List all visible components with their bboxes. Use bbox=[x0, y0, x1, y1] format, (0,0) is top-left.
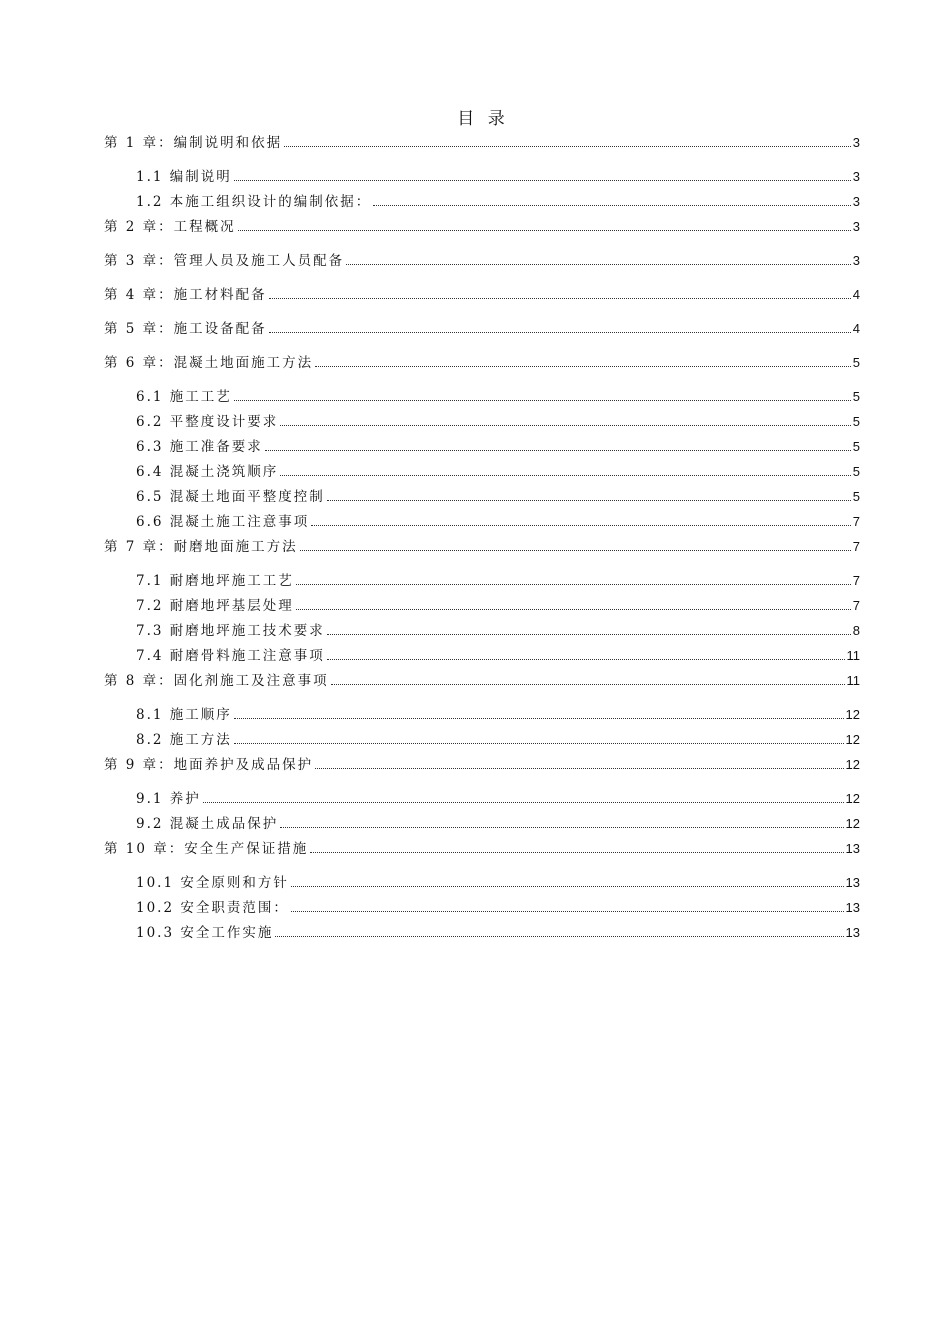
toc-entry[interactable] bbox=[104, 320, 860, 338]
toc-subentry[interactable] bbox=[104, 899, 860, 917]
toc-subentry[interactable] bbox=[104, 388, 860, 406]
toc-entry-page-number: 4 bbox=[852, 287, 860, 302]
toc-subentry[interactable] bbox=[104, 513, 860, 531]
toc-entry-page-number: 13 bbox=[845, 875, 860, 890]
toc-entry-page-number: 7 bbox=[852, 598, 860, 613]
dot-leader bbox=[265, 449, 851, 451]
toc-entry[interactable] bbox=[104, 538, 860, 556]
toc-subentry[interactable] bbox=[104, 790, 860, 808]
toc-entry-page-number: 12 bbox=[845, 816, 860, 831]
toc-entry-label: 第 10 章：安全生产保证措施 bbox=[104, 841, 309, 857]
toc-entry-label: 1.1 编制说明 bbox=[136, 169, 232, 185]
toc-entry-page-number: 7 bbox=[852, 539, 860, 554]
toc-subentry[interactable] bbox=[104, 815, 860, 833]
dot-leader bbox=[310, 851, 843, 853]
toc-entry[interactable] bbox=[104, 672, 860, 690]
dot-leader bbox=[327, 633, 851, 635]
toc-subentry[interactable] bbox=[104, 168, 860, 186]
dot-leader bbox=[296, 608, 851, 610]
toc-subentry[interactable] bbox=[104, 731, 860, 749]
dot-leader bbox=[291, 910, 844, 912]
toc-subentry[interactable] bbox=[104, 924, 860, 942]
toc-entry-label: 第 7 章：耐磨地面施工方法 bbox=[104, 539, 298, 555]
toc-subentry[interactable] bbox=[104, 438, 860, 456]
toc-entry-label: 第 9 章：地面养护及成品保护 bbox=[104, 757, 314, 773]
toc-entry-page-number: 5 bbox=[852, 464, 860, 479]
toc-entry-label: 第 1 章：编制说明和依据 bbox=[104, 135, 283, 151]
toc-entry-page-number: 13 bbox=[845, 900, 860, 915]
dot-leader bbox=[203, 801, 844, 803]
toc-entry-label: 8.1 施工顺序 bbox=[136, 707, 232, 723]
toc-subentry[interactable] bbox=[104, 193, 860, 211]
dot-leader bbox=[234, 717, 844, 719]
toc-entry-page-number: 3 bbox=[852, 253, 860, 268]
toc-entry-label: 8.2 施工方法 bbox=[136, 732, 232, 748]
dot-leader bbox=[315, 767, 843, 769]
dot-leader bbox=[311, 524, 851, 526]
toc-entry-label: 6.3 施工准备要求 bbox=[136, 439, 263, 455]
toc-entry-label: 10.3 安全工作实施 bbox=[136, 925, 274, 941]
toc-entry-page-number: 8 bbox=[852, 623, 860, 638]
dot-leader bbox=[234, 742, 844, 744]
toc-entry-page-number: 7 bbox=[852, 514, 860, 529]
dot-leader bbox=[234, 399, 851, 401]
toc-entry-label: 9.2 混凝土成品保护 bbox=[136, 816, 279, 832]
toc-entry-label: 第 3 章：管理人员及施工人员配备 bbox=[104, 253, 345, 269]
dot-leader bbox=[275, 935, 843, 937]
toc-entry-label: 7.4 耐磨骨料施工注意事项 bbox=[136, 648, 325, 664]
toc-entry-label: 第 6 章：混凝土地面施工方法 bbox=[104, 355, 314, 371]
toc-entry-page-number: 12 bbox=[845, 707, 860, 722]
toc-entry-page-number: 5 bbox=[852, 389, 860, 404]
toc-entry-page-number: 7 bbox=[852, 573, 860, 588]
dot-leader bbox=[296, 583, 851, 585]
toc-entry-label: 6.1 施工工艺 bbox=[136, 389, 232, 405]
toc-entry[interactable] bbox=[104, 756, 860, 774]
toc-entry[interactable] bbox=[104, 252, 860, 270]
toc-entry-page-number: 13 bbox=[845, 925, 860, 940]
toc-entry-label: 7.1 耐磨地坪施工工艺 bbox=[136, 573, 294, 589]
dot-leader bbox=[269, 297, 851, 299]
toc-subentry[interactable] bbox=[104, 488, 860, 506]
toc-subentry[interactable] bbox=[104, 706, 860, 724]
dot-leader bbox=[327, 499, 851, 501]
toc-entry-label: 6.5 混凝土地面平整度控制 bbox=[136, 489, 325, 505]
toc-entry-page-number: 5 bbox=[852, 355, 860, 370]
toc-entry-page-number: 3 bbox=[852, 135, 860, 150]
toc-entry-page-number: 12 bbox=[845, 791, 860, 806]
toc-entry-label: 第 2 章：工程概况 bbox=[104, 219, 236, 235]
dot-leader bbox=[280, 424, 851, 426]
dot-leader bbox=[300, 549, 851, 551]
toc-entry-label: 10.1 安全原则和方针 bbox=[136, 875, 289, 891]
toc-title: 目 录 bbox=[457, 109, 509, 129]
toc-entry-label: 10.2 安全职责范围： bbox=[136, 900, 289, 916]
dot-leader bbox=[269, 331, 851, 333]
toc-entry-label: 6.6 混凝土施工注意事项 bbox=[136, 514, 310, 530]
toc-subentry[interactable] bbox=[104, 622, 860, 640]
dot-leader bbox=[373, 204, 851, 206]
dot-leader bbox=[291, 885, 844, 887]
toc-entry[interactable] bbox=[104, 286, 860, 304]
dot-leader bbox=[234, 179, 851, 181]
toc-entry-page-number: 13 bbox=[845, 841, 860, 856]
toc-entry-page-number: 4 bbox=[852, 321, 860, 336]
toc-entry[interactable] bbox=[104, 218, 860, 236]
toc-entry-label: 第 5 章：施工设备配备 bbox=[104, 321, 267, 337]
toc-entry[interactable] bbox=[104, 840, 860, 858]
dot-leader bbox=[284, 145, 851, 147]
toc-entry-label: 第 8 章：固化剂施工及注意事项 bbox=[104, 673, 329, 689]
toc-subentry[interactable] bbox=[104, 874, 860, 892]
toc-subentry[interactable] bbox=[104, 413, 860, 431]
toc-subentry[interactable] bbox=[104, 597, 860, 615]
dot-leader bbox=[280, 826, 843, 828]
toc-entry-page-number: 3 bbox=[852, 169, 860, 184]
toc-entry-label: 第 4 章：施工材料配备 bbox=[104, 287, 267, 303]
dot-leader bbox=[331, 683, 845, 685]
toc-entry-label: 6.2 平整度设计要求 bbox=[136, 414, 279, 430]
dot-leader bbox=[346, 263, 851, 265]
dot-leader bbox=[238, 229, 851, 231]
toc-entry-page-number: 11 bbox=[846, 673, 860, 688]
toc-entry-page-number: 12 bbox=[845, 757, 860, 772]
toc-entry-page-number: 3 bbox=[852, 219, 860, 234]
toc-entry-page-number: 3 bbox=[852, 194, 860, 209]
toc-entry-page-number: 5 bbox=[852, 414, 860, 429]
toc-subentry[interactable] bbox=[104, 463, 860, 481]
toc-entry[interactable] bbox=[104, 134, 860, 152]
toc-entry-page-number: 5 bbox=[852, 439, 860, 454]
toc-entry-page-number: 5 bbox=[852, 489, 860, 504]
toc-subentry[interactable] bbox=[104, 572, 860, 590]
toc-entry-label: 7.2 耐磨地坪基层处理 bbox=[136, 598, 294, 614]
toc-entry-page-number: 12 bbox=[845, 732, 860, 747]
dot-leader bbox=[280, 474, 851, 476]
toc-entry-label: 9.1 养护 bbox=[136, 791, 201, 807]
toc-entry-page-number: 11 bbox=[846, 648, 860, 663]
toc-entry-label: 7.3 耐磨地坪施工技术要求 bbox=[136, 623, 325, 639]
toc-subentry[interactable] bbox=[104, 647, 860, 665]
toc-entry-label: 6.4 混凝土浇筑顺序 bbox=[136, 464, 279, 480]
dot-leader bbox=[327, 658, 845, 660]
toc-entry[interactable] bbox=[104, 354, 860, 372]
dot-leader bbox=[315, 365, 851, 367]
toc-entry-label: 1.2 本施工组织设计的编制依据： bbox=[136, 194, 372, 210]
